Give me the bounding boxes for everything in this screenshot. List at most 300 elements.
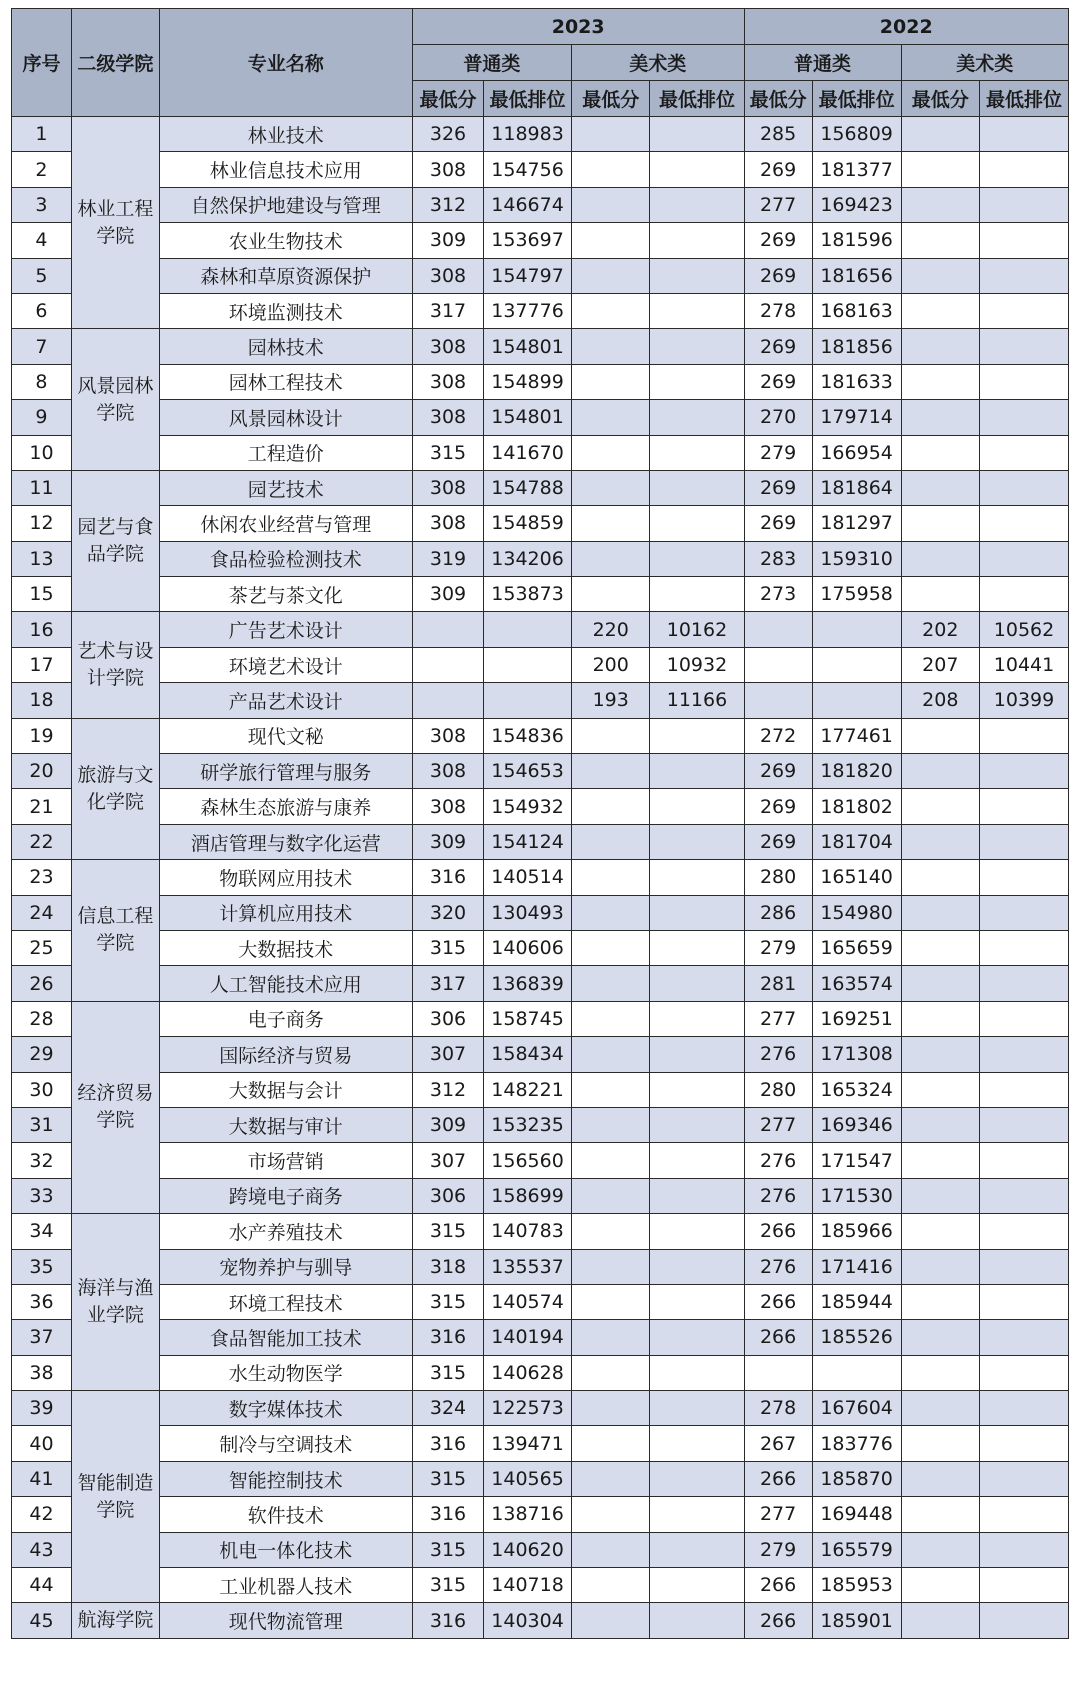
cell-seq: 32 bbox=[12, 1143, 72, 1178]
cell-2022-art-min-rank bbox=[980, 1426, 1069, 1461]
table-row bbox=[12, 400, 1069, 435]
cell-college: 林业工程学院 bbox=[71, 117, 159, 329]
cell-major: 茶艺与茶文化 bbox=[159, 577, 412, 612]
header-2023-art-min-rank: 最低排位 bbox=[650, 81, 744, 117]
table-row bbox=[12, 1355, 1069, 1390]
cell-2022-general-min-rank: 183776 bbox=[812, 1426, 901, 1461]
table-row bbox=[12, 541, 1069, 576]
cell-2023-art-min-rank bbox=[650, 223, 744, 258]
table-row bbox=[12, 754, 1069, 789]
cell-2023-art-min-rank bbox=[650, 1532, 744, 1567]
cell-2022-art-min-score: 202 bbox=[901, 612, 980, 647]
cell-2023-general-min-rank: 153697 bbox=[484, 223, 572, 258]
cell-2023-art-min-rank bbox=[650, 1001, 744, 1036]
cell-2023-general-min-rank: 154932 bbox=[484, 789, 572, 824]
cell-2023-general-min-score: 315 bbox=[412, 1568, 483, 1603]
table-row bbox=[12, 152, 1069, 187]
table-row bbox=[12, 966, 1069, 1001]
cell-seq: 5 bbox=[12, 258, 72, 293]
cell-2023-general-min-score: 308 bbox=[412, 470, 483, 505]
cell-2022-general-min-score: 266 bbox=[744, 1603, 812, 1638]
cell-2022-art-min-rank bbox=[980, 1143, 1069, 1178]
cell-2022-art-min-score bbox=[901, 1107, 980, 1142]
cell-2022-general-min-rank: 181802 bbox=[812, 789, 901, 824]
cell-2023-art-min-score bbox=[571, 117, 650, 152]
cell-2023-general-min-rank: 154124 bbox=[484, 824, 572, 859]
cell-major: 水生动物医学 bbox=[159, 1355, 412, 1390]
cell-2022-art-min-score bbox=[901, 541, 980, 576]
cell-major: 智能控制技术 bbox=[159, 1461, 412, 1496]
cell-major: 酒店管理与数字化运营 bbox=[159, 824, 412, 859]
cell-2022-art-min-score bbox=[901, 1603, 980, 1638]
cell-2023-general-min-score: 320 bbox=[412, 895, 483, 930]
cell-2022-general-min-rank: 166954 bbox=[812, 435, 901, 470]
cell-2023-general-min-score: 316 bbox=[412, 1497, 483, 1532]
cell-2023-general-min-rank: 146674 bbox=[484, 187, 572, 222]
cell-2022-general-min-rank bbox=[812, 683, 901, 718]
cell-2023-general-min-score: 315 bbox=[412, 1461, 483, 1496]
cell-2023-art-min-rank: 11166 bbox=[650, 683, 744, 718]
cell-major: 电子商务 bbox=[159, 1001, 412, 1036]
cell-2023-general-min-rank: 148221 bbox=[484, 1072, 572, 1107]
cell-2023-general-min-score: 316 bbox=[412, 1426, 483, 1461]
cell-2023-art-min-score bbox=[571, 930, 650, 965]
cell-major: 自然保护地建设与管理 bbox=[159, 187, 412, 222]
cell-2023-art-min-score bbox=[571, 1178, 650, 1213]
cell-seq: 4 bbox=[12, 223, 72, 258]
cell-2023-art-min-rank bbox=[650, 258, 744, 293]
cell-2022-general-min-score: 283 bbox=[744, 541, 812, 576]
header-year-2022: 2022 bbox=[744, 9, 1069, 45]
header-2022-general-min-score: 最低分 bbox=[744, 81, 812, 117]
cell-seq: 42 bbox=[12, 1497, 72, 1532]
cell-2023-general-min-score: 312 bbox=[412, 1072, 483, 1107]
cell-seq: 21 bbox=[12, 789, 72, 824]
cell-2022-art-min-rank bbox=[980, 1568, 1069, 1603]
cell-2022-general-min-score: 266 bbox=[744, 1461, 812, 1496]
cell-2023-art-min-score bbox=[571, 1568, 650, 1603]
cell-2022-general-min-score: 269 bbox=[744, 789, 812, 824]
cell-2022-general-min-rank: 175958 bbox=[812, 577, 901, 612]
cell-2023-general-min-rank bbox=[484, 647, 572, 682]
cell-college: 航海学院 bbox=[71, 1603, 159, 1638]
cell-2022-general-min-rank: 185944 bbox=[812, 1284, 901, 1319]
cell-2023-general-min-rank: 140620 bbox=[484, 1532, 572, 1567]
table-row bbox=[12, 612, 1069, 647]
cell-2022-art-min-score bbox=[901, 860, 980, 895]
cell-2023-general-min-score: 315 bbox=[412, 435, 483, 470]
cell-2023-general-min-rank: 140514 bbox=[484, 860, 572, 895]
cell-2023-general-min-score: 307 bbox=[412, 1143, 483, 1178]
cell-2023-general-min-rank: 154899 bbox=[484, 364, 572, 399]
cell-2022-art-min-rank bbox=[980, 152, 1069, 187]
cell-2022-general-min-rank: 171416 bbox=[812, 1249, 901, 1284]
cell-2022-art-min-rank bbox=[980, 1391, 1069, 1426]
cell-seq: 36 bbox=[12, 1284, 72, 1319]
cell-2023-art-min-score bbox=[571, 754, 650, 789]
header-2022-general-min-rank: 最低排位 bbox=[812, 81, 901, 117]
cell-2022-general-min-score: 276 bbox=[744, 1178, 812, 1213]
cell-seq: 40 bbox=[12, 1426, 72, 1461]
cell-2023-general-min-score bbox=[412, 683, 483, 718]
cell-seq: 35 bbox=[12, 1249, 72, 1284]
cell-seq: 17 bbox=[12, 647, 72, 682]
cell-2022-general-min-rank: 168163 bbox=[812, 293, 901, 328]
cell-seq: 37 bbox=[12, 1320, 72, 1355]
cell-2022-general-min-score: 279 bbox=[744, 1532, 812, 1567]
cell-major: 软件技术 bbox=[159, 1497, 412, 1532]
cell-2023-art-min-score bbox=[571, 1037, 650, 1072]
cell-2023-art-min-rank bbox=[650, 470, 744, 505]
cell-major: 国际经济与贸易 bbox=[159, 1037, 412, 1072]
table-row bbox=[12, 1568, 1069, 1603]
cell-2023-general-min-rank: 158745 bbox=[484, 1001, 572, 1036]
cell-major: 风景园林设计 bbox=[159, 400, 412, 435]
cell-seq: 20 bbox=[12, 754, 72, 789]
cell-2022-art-min-rank bbox=[980, 895, 1069, 930]
cell-major: 环境监测技术 bbox=[159, 293, 412, 328]
cell-2023-art-min-rank bbox=[650, 1214, 744, 1249]
cell-major: 宠物养护与驯导 bbox=[159, 1249, 412, 1284]
cell-2022-art-min-score bbox=[901, 435, 980, 470]
cell-2022-general-min-rank: 165324 bbox=[812, 1072, 901, 1107]
cell-2022-general-min-rank: 163574 bbox=[812, 966, 901, 1001]
cell-2023-art-min-rank: 10162 bbox=[650, 612, 744, 647]
cell-2022-general-min-score bbox=[744, 683, 812, 718]
cell-major: 森林生态旅游与康养 bbox=[159, 789, 412, 824]
cell-2023-general-min-rank: 135537 bbox=[484, 1249, 572, 1284]
cell-2023-art-min-rank bbox=[650, 1249, 744, 1284]
cell-2022-art-min-rank bbox=[980, 718, 1069, 753]
cell-major: 食品智能加工技术 bbox=[159, 1320, 412, 1355]
cell-2022-art-min-score bbox=[901, 293, 980, 328]
cell-2023-art-min-score: 220 bbox=[571, 612, 650, 647]
cell-2023-general-min-score: 326 bbox=[412, 117, 483, 152]
cell-2022-art-min-rank bbox=[980, 930, 1069, 965]
cell-seq: 15 bbox=[12, 577, 72, 612]
cell-2023-art-min-rank bbox=[650, 364, 744, 399]
cell-major: 大数据技术 bbox=[159, 930, 412, 965]
cell-2023-art-min-rank bbox=[650, 824, 744, 859]
cell-seq: 9 bbox=[12, 400, 72, 435]
cell-major: 机电一体化技术 bbox=[159, 1532, 412, 1567]
cell-2023-art-min-score bbox=[571, 860, 650, 895]
cell-2023-art-min-score bbox=[571, 1107, 650, 1142]
table-row bbox=[12, 329, 1069, 364]
table-row bbox=[12, 1072, 1069, 1107]
cell-2022-art-min-rank bbox=[980, 1249, 1069, 1284]
header-2023-general-min-rank: 最低排位 bbox=[484, 81, 572, 117]
table-row bbox=[12, 1001, 1069, 1036]
cell-2022-art-min-score bbox=[901, 895, 980, 930]
cell-2023-general-min-score: 308 bbox=[412, 400, 483, 435]
cell-2022-general-min-score: 266 bbox=[744, 1284, 812, 1319]
cell-2023-art-min-rank bbox=[650, 152, 744, 187]
cell-2022-general-min-rank: 167604 bbox=[812, 1391, 901, 1426]
cell-major: 园艺技术 bbox=[159, 470, 412, 505]
cell-2022-art-min-rank bbox=[980, 1214, 1069, 1249]
cell-2022-general-min-score: 266 bbox=[744, 1320, 812, 1355]
cell-2023-art-min-score bbox=[571, 1426, 650, 1461]
table-row bbox=[12, 1249, 1069, 1284]
cell-2022-art-min-rank bbox=[980, 754, 1069, 789]
cell-2022-art-min-score bbox=[901, 1001, 980, 1036]
cell-2022-general-min-rank: 185870 bbox=[812, 1461, 901, 1496]
cell-2023-general-min-rank: 139471 bbox=[484, 1426, 572, 1461]
cell-2022-art-min-rank bbox=[980, 364, 1069, 399]
cell-2023-general-min-score: 308 bbox=[412, 152, 483, 187]
header-2022-general: 普通类 bbox=[744, 45, 901, 81]
cell-seq: 25 bbox=[12, 930, 72, 965]
cell-2022-art-min-score bbox=[901, 506, 980, 541]
table-row bbox=[12, 683, 1069, 718]
cell-2022-art-min-rank bbox=[980, 577, 1069, 612]
cell-2023-general-min-rank: 134206 bbox=[484, 541, 572, 576]
cell-2022-general-min-rank: 181377 bbox=[812, 152, 901, 187]
cell-seq: 24 bbox=[12, 895, 72, 930]
cell-2023-general-min-score: 308 bbox=[412, 506, 483, 541]
cell-2023-art-min-rank bbox=[650, 1107, 744, 1142]
cell-college: 经济贸易学院 bbox=[71, 1001, 159, 1213]
cell-2023-general-min-score: 315 bbox=[412, 1355, 483, 1390]
table-row bbox=[12, 1320, 1069, 1355]
cell-2023-art-min-score bbox=[571, 789, 650, 824]
cell-2023-general-min-score bbox=[412, 612, 483, 647]
cell-2023-general-min-rank: 156560 bbox=[484, 1143, 572, 1178]
cell-2023-general-min-rank: 154788 bbox=[484, 470, 572, 505]
cell-2022-art-min-score bbox=[901, 258, 980, 293]
cell-2022-general-min-score bbox=[744, 612, 812, 647]
cell-seq: 6 bbox=[12, 293, 72, 328]
cell-2023-art-min-score bbox=[571, 1355, 650, 1390]
cell-2023-art-min-score bbox=[571, 895, 650, 930]
header-year-2023: 2023 bbox=[412, 9, 744, 45]
cell-2023-general-min-rank: 140718 bbox=[484, 1568, 572, 1603]
cell-2023-art-min-rank bbox=[650, 860, 744, 895]
cell-2022-art-min-rank bbox=[980, 824, 1069, 859]
header-seq: 序号 bbox=[12, 9, 72, 117]
cell-2023-art-min-score bbox=[571, 1461, 650, 1496]
header-major: 专业名称 bbox=[159, 9, 412, 117]
cell-2023-general-min-score: 309 bbox=[412, 577, 483, 612]
cell-2023-general-min-rank: 153873 bbox=[484, 577, 572, 612]
cell-seq: 16 bbox=[12, 612, 72, 647]
cell-major: 水产养殖技术 bbox=[159, 1214, 412, 1249]
cell-2023-general-min-rank: 154836 bbox=[484, 718, 572, 753]
cell-2023-art-min-score bbox=[571, 329, 650, 364]
cell-2023-general-min-rank bbox=[484, 612, 572, 647]
cell-2022-general-min-score: 278 bbox=[744, 293, 812, 328]
cell-2022-art-min-score bbox=[901, 400, 980, 435]
cell-2022-general-min-rank: 181297 bbox=[812, 506, 901, 541]
cell-2023-art-min-rank bbox=[650, 754, 744, 789]
cell-major: 林业技术 bbox=[159, 117, 412, 152]
cell-2022-general-min-score: 266 bbox=[744, 1568, 812, 1603]
cell-2023-general-min-score: 317 bbox=[412, 293, 483, 328]
header-2023-general-min-score: 最低分 bbox=[412, 81, 483, 117]
cell-major: 跨境电子商务 bbox=[159, 1178, 412, 1213]
cell-major: 数字媒体技术 bbox=[159, 1391, 412, 1426]
cell-2023-general-min-rank: 140606 bbox=[484, 930, 572, 965]
cell-seq: 18 bbox=[12, 683, 72, 718]
cell-2022-art-min-rank bbox=[980, 1497, 1069, 1532]
cell-2023-general-min-score: 316 bbox=[412, 860, 483, 895]
cell-2022-general-min-rank: 171547 bbox=[812, 1143, 901, 1178]
cell-2023-general-min-rank: 158699 bbox=[484, 1178, 572, 1213]
cell-2022-art-min-rank bbox=[980, 258, 1069, 293]
cell-2023-art-min-rank bbox=[650, 117, 744, 152]
cell-2023-art-min-score bbox=[571, 293, 650, 328]
cell-2023-art-min-rank bbox=[650, 1178, 744, 1213]
cell-seq: 45 bbox=[12, 1603, 72, 1638]
cell-2022-general-min-score: 277 bbox=[744, 1107, 812, 1142]
cell-2022-art-min-score bbox=[901, 1249, 980, 1284]
cell-major: 农业生物技术 bbox=[159, 223, 412, 258]
cell-2022-general-min-rank: 181856 bbox=[812, 329, 901, 364]
cell-2023-art-min-score bbox=[571, 718, 650, 753]
cell-2022-art-min-score: 208 bbox=[901, 683, 980, 718]
cell-2022-general-min-rank: 159310 bbox=[812, 541, 901, 576]
cell-2023-general-min-rank: 140628 bbox=[484, 1355, 572, 1390]
cell-2022-general-min-score: 279 bbox=[744, 435, 812, 470]
table-row bbox=[12, 1603, 1069, 1638]
cell-2023-general-min-rank: 140783 bbox=[484, 1214, 572, 1249]
cell-2023-general-min-rank: 140574 bbox=[484, 1284, 572, 1319]
cell-2022-art-min-rank bbox=[980, 1178, 1069, 1213]
cell-2022-art-min-rank bbox=[980, 187, 1069, 222]
cell-2022-general-min-score: 277 bbox=[744, 1001, 812, 1036]
cell-seq: 33 bbox=[12, 1178, 72, 1213]
table-row bbox=[12, 187, 1069, 222]
cell-2022-art-min-rank bbox=[980, 1320, 1069, 1355]
cell-major: 大数据与审计 bbox=[159, 1107, 412, 1142]
cell-2023-art-min-score bbox=[571, 223, 650, 258]
cell-2023-art-min-rank bbox=[650, 435, 744, 470]
cell-2023-general-min-rank: 154859 bbox=[484, 506, 572, 541]
cell-2023-general-min-rank: 154801 bbox=[484, 329, 572, 364]
admission-score-table bbox=[11, 8, 1069, 1639]
cell-2023-art-min-rank bbox=[650, 1391, 744, 1426]
cell-2023-art-min-score bbox=[571, 1603, 650, 1638]
cell-2023-general-min-score bbox=[412, 647, 483, 682]
cell-2022-general-min-score: 266 bbox=[744, 1214, 812, 1249]
table-row bbox=[12, 364, 1069, 399]
cell-2023-art-min-score bbox=[571, 824, 650, 859]
cell-2022-general-min-score: 286 bbox=[744, 895, 812, 930]
table-row bbox=[12, 930, 1069, 965]
cell-2022-general-min-score: 280 bbox=[744, 860, 812, 895]
cell-2022-art-min-score bbox=[901, 1037, 980, 1072]
header-2023-art-min-score: 最低分 bbox=[571, 81, 650, 117]
cell-seq: 1 bbox=[12, 117, 72, 152]
cell-2022-art-min-rank bbox=[980, 400, 1069, 435]
cell-2022-art-min-rank bbox=[980, 506, 1069, 541]
cell-2022-general-min-score: 278 bbox=[744, 1391, 812, 1426]
cell-2023-general-min-score: 308 bbox=[412, 718, 483, 753]
cell-seq: 19 bbox=[12, 718, 72, 753]
cell-2023-art-min-rank bbox=[650, 1568, 744, 1603]
cell-2023-general-min-score: 312 bbox=[412, 187, 483, 222]
cell-2023-art-min-rank bbox=[650, 541, 744, 576]
cell-major: 物联网应用技术 bbox=[159, 860, 412, 895]
cell-2023-art-min-score bbox=[571, 400, 650, 435]
cell-2023-general-min-score: 306 bbox=[412, 1178, 483, 1213]
header-2022-art-min-score: 最低分 bbox=[901, 81, 980, 117]
score-table-container bbox=[11, 8, 1069, 1639]
cell-2023-general-min-score: 309 bbox=[412, 824, 483, 859]
table-row bbox=[12, 577, 1069, 612]
table-row bbox=[12, 789, 1069, 824]
cell-seq: 29 bbox=[12, 1037, 72, 1072]
cell-2022-art-min-rank bbox=[980, 1355, 1069, 1390]
table-row bbox=[12, 293, 1069, 328]
cell-2023-general-min-rank: 122573 bbox=[484, 1391, 572, 1426]
cell-major: 产品艺术设计 bbox=[159, 683, 412, 718]
cell-2023-general-min-score: 319 bbox=[412, 541, 483, 576]
cell-2023-art-min-score bbox=[571, 577, 650, 612]
cell-2022-general-min-rank: 179714 bbox=[812, 400, 901, 435]
cell-college: 海洋与渔业学院 bbox=[71, 1214, 159, 1391]
cell-2022-general-min-rank: 171308 bbox=[812, 1037, 901, 1072]
cell-2023-art-min-score bbox=[571, 966, 650, 1001]
cell-2022-art-min-score bbox=[901, 1178, 980, 1213]
cell-2023-art-min-score bbox=[571, 506, 650, 541]
cell-2023-general-min-rank: 154653 bbox=[484, 754, 572, 789]
cell-college: 信息工程学院 bbox=[71, 860, 159, 1002]
table-row bbox=[12, 223, 1069, 258]
cell-2022-art-min-rank: 10399 bbox=[980, 683, 1069, 718]
cell-college: 园艺与食品学院 bbox=[71, 470, 159, 612]
cell-major: 现代文秘 bbox=[159, 718, 412, 753]
cell-2023-art-min-score bbox=[571, 541, 650, 576]
cell-2022-art-min-score bbox=[901, 930, 980, 965]
cell-2023-art-min-rank bbox=[650, 1320, 744, 1355]
cell-2023-art-min-score bbox=[571, 1497, 650, 1532]
cell-2022-art-min-score bbox=[901, 470, 980, 505]
cell-2022-general-min-rank: 169423 bbox=[812, 187, 901, 222]
cell-college: 艺术与设计学院 bbox=[71, 612, 159, 718]
cell-2023-general-min-rank bbox=[484, 683, 572, 718]
cell-major: 工业机器人技术 bbox=[159, 1568, 412, 1603]
cell-2022-general-min-score: 269 bbox=[744, 152, 812, 187]
cell-2023-art-min-rank bbox=[650, 966, 744, 1001]
cell-2022-general-min-score: 269 bbox=[744, 258, 812, 293]
cell-2022-art-min-score bbox=[901, 1320, 980, 1355]
header-college: 二级学院 bbox=[71, 9, 159, 117]
cell-2023-general-min-rank: 158434 bbox=[484, 1037, 572, 1072]
cell-2022-art-min-score bbox=[901, 1497, 980, 1532]
cell-2022-general-min-rank: 169251 bbox=[812, 1001, 901, 1036]
cell-seq: 23 bbox=[12, 860, 72, 895]
cell-2022-general-min-rank: 169346 bbox=[812, 1107, 901, 1142]
header-2023-art: 美术类 bbox=[571, 45, 744, 81]
cell-2023-art-min-score bbox=[571, 187, 650, 222]
cell-2023-general-min-rank: 153235 bbox=[484, 1107, 572, 1142]
cell-2022-general-min-rank: 169448 bbox=[812, 1497, 901, 1532]
table-row bbox=[12, 1037, 1069, 1072]
table-row bbox=[12, 1461, 1069, 1496]
cell-2023-art-min-rank bbox=[650, 718, 744, 753]
cell-college: 智能制造学院 bbox=[71, 1391, 159, 1603]
cell-seq: 7 bbox=[12, 329, 72, 364]
cell-seq: 28 bbox=[12, 1001, 72, 1036]
cell-2023-art-min-rank bbox=[650, 1603, 744, 1638]
cell-2023-art-min-rank bbox=[650, 1037, 744, 1072]
cell-2022-art-min-score bbox=[901, 117, 980, 152]
cell-2022-art-min-score bbox=[901, 1284, 980, 1319]
cell-2022-art-min-rank bbox=[980, 117, 1069, 152]
table-row bbox=[12, 1426, 1069, 1461]
